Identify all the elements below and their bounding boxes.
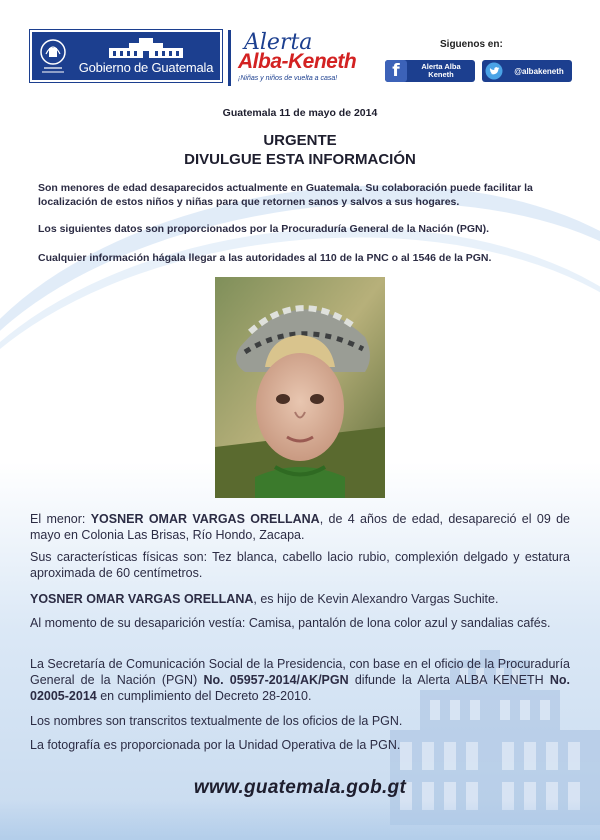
body-paragraph-3 [30,591,570,607]
coat-of-arms-icon [34,32,72,80]
body-paragraph-6: Los nombres son transcritos textualmente de los oficios de la PGN. [30,714,403,728]
body-paragraph-1 [30,511,570,543]
urgent-line-2: DIVULGUE ESTA INFORMACIÓN [184,151,416,168]
child-name: YOSNER OMAR VARGAS ORELLANA [90,512,320,526]
body-paragraph-4: Al momento de su desaparición vestía: Camisa, pantalón de lona color azul y sandalias cafés. [30,616,551,630]
body-p5-e: en cumplimiento del Decreto 28-2010. [96,689,312,703]
gobierno-guatemala-logo [30,30,222,82]
body-p5-a: La Secretaría de Comunicación Social de la Presidencia, con base en el oficio de la Procuraduría General de la Nación (PGN) [30,657,570,687]
alba-keneth-word: Alba-Keneth [238,50,357,73]
pgn-oficio-number: No. 05957-2014/AK/PGN [203,673,349,687]
body-p1-prefix: El menor: [30,512,91,526]
facebook-icon: f [385,60,407,82]
urgent-line-1: URGENTE [263,132,337,149]
missing-child-photo [215,277,385,498]
urgent-heading [0,131,600,169]
alert-number: No. 02005-2014 [30,673,571,703]
national-palace-icon [101,38,191,60]
twitter-button[interactable] [482,60,572,82]
intro-paragraph-1: Son menores de edad desaparecidos actualmente en Guatemala. Su colaboración puede facilitar la localización de estos niños y niñas para que retornen sanos y salvos a sus hogares. [38,182,533,208]
logo-divider [228,30,231,86]
twitter-label: @albakeneth [514,66,564,76]
footer-url-link[interactable]: www.guatemala.gob.gt [193,777,407,798]
social-title: Siguenos en: [440,39,503,50]
twitter-bird-icon [482,60,506,82]
bottom-band [0,800,600,840]
facebook-label: Alerta Alba Keneth [421,62,461,79]
alerta-alba-keneth-logo [236,30,386,90]
intro-paragraph-3: Cualquier información hágala llegar a las autoridades al 110 de la PNC o al 1546 de la PGN. [38,252,492,264]
body-p3-suffix: , es hijo de Kevin Alexandro Vargas Suchite. [253,592,499,606]
intro-paragraph-2: Los siguientes datos son proporcionados por la Procuraduría General de la Nación (PGN). [38,223,490,235]
alerta-word: Alerta [244,30,313,55]
date-line: Guatemala 11 de mayo de 2014 [222,107,378,119]
body-paragraph-2: Sus características físicas son: Tez blanca, cabello lacio rubio, complexión delgado y estatura aproximada de 60 centímetros. [30,550,570,580]
body-p5-c: difunde la Alerta ALBA KENETH [348,673,550,687]
alerta-tagline: ¡Niñas y niños de vuelta a casa! [238,75,338,82]
body-p1-suffix: , de 4 años de edad, desapareció el 09 de mayo en Colonia Las Brisas, Río Hondo, Zacapa. [30,512,571,542]
child-name-repeat: YOSNER OMAR VARGAS ORELLANA [30,592,254,606]
facebook-button[interactable] [385,60,475,82]
gov-logo-text: Gobierno de Guatemala [78,59,214,75]
body-paragraph-5 [30,656,570,704]
body-paragraph-7: La fotografía es proporcionada por la Unidad Operativa de la PGN. [30,738,401,752]
